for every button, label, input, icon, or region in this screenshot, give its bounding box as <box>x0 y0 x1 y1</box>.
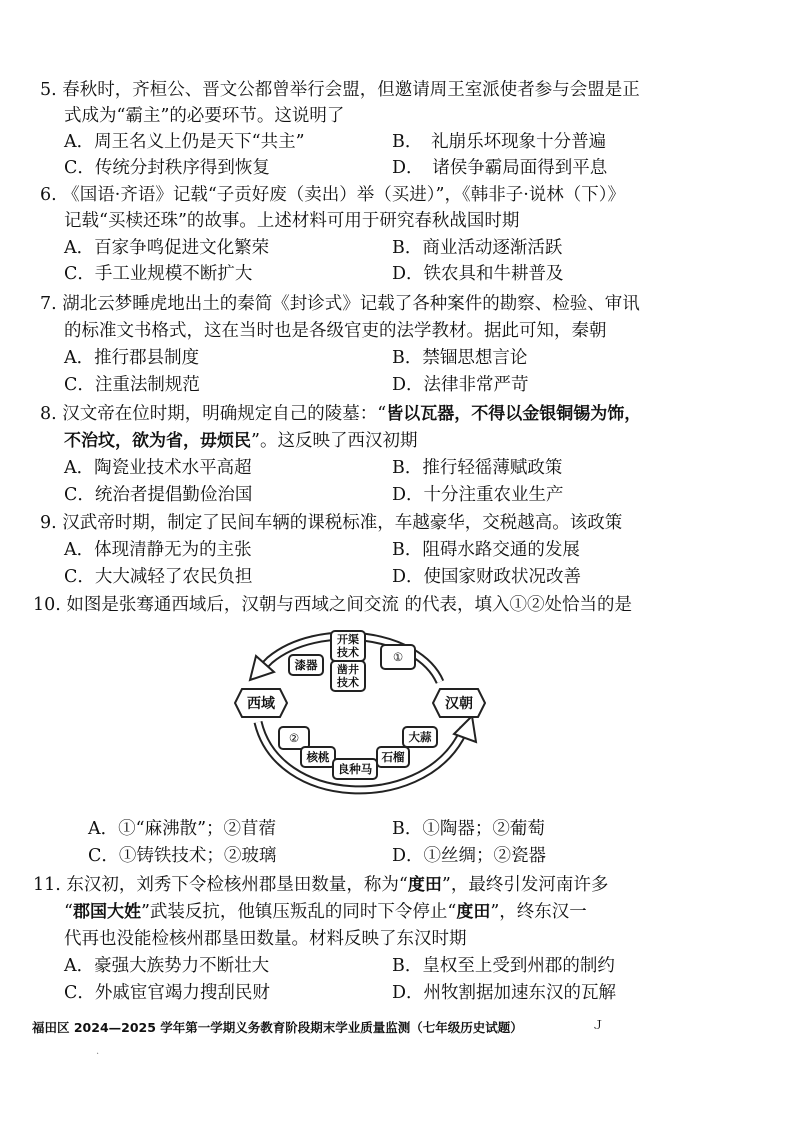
q10-option-d[interactable]: D．①丝绸；②瓷器 <box>392 846 547 866</box>
q5-stem-text1: 春秋时，齐桓公、晋文公都曾举行会盟，但邀请周王室派使者参与会盟是正 <box>62 80 640 100</box>
canal-tech-box: 开渠技术 <box>330 630 366 662</box>
q9-number: 9. <box>40 513 57 533</box>
q11-stem2-b: ”武装反抗，他镇压叛乱的同时下令停止“ <box>140 902 457 922</box>
q11-stem-line1 <box>33 874 608 896</box>
walnut-box: 核桃 <box>300 746 336 768</box>
stray-dot: . <box>96 1046 100 1057</box>
q11-stem-text-a: 东汉初，刘秀下令检核州郡垦田数量，称为“ <box>66 875 408 895</box>
blank-1-box: ① <box>380 644 416 670</box>
q6-option-a[interactable]: A．百家争鸣促进文化繁荣 <box>64 238 270 258</box>
stray-mark: Ｊ <box>592 1018 605 1032</box>
q5-option-b[interactable]: B． 礼崩乐坏现象十分普遍 <box>392 132 607 152</box>
q9-option-c[interactable]: C．大大减轻了农民负担 <box>64 567 253 587</box>
q11-option-c[interactable]: C．外戚宦官竭力搜刮民财 <box>64 983 270 1003</box>
q8-quote-1: 皆以瓦器，不得以金银铜锡为饰， <box>386 404 642 424</box>
q11-quote-2: 郡国大姓 <box>72 902 141 922</box>
q8-stem-text-a: 汉文帝在位时期，明确规定自己的陵墓：“ <box>62 404 387 424</box>
q9-stem-line1 <box>40 512 622 534</box>
q11-option-b[interactable]: B．皇权至上受到州郡的制约 <box>392 956 615 976</box>
exchange-diagram <box>228 622 498 808</box>
q7-stem-line1 <box>40 293 640 315</box>
han-text: 汉朝 <box>445 696 473 712</box>
q5-option-d[interactable]: D． 诸侯争霸局面得到平息 <box>392 158 608 178</box>
q11-stem2-c: ”，终东汉一 <box>490 902 587 922</box>
q7-option-c[interactable]: C．注重法制规范 <box>64 375 200 395</box>
q7-option-a[interactable]: A．推行郡县制度 <box>64 348 200 368</box>
q11-option-d[interactable]: D．州牧割据加速东汉的瓦解 <box>392 983 617 1003</box>
q11-quote-1: 度田 <box>407 875 442 895</box>
q7-stem-line2: 的标准文书格式，这在当时也是各级官吏的法学教材。据此可知，秦朝 <box>64 321 607 341</box>
well-tech-box: 凿井技术 <box>330 660 366 692</box>
q6-option-d[interactable]: D．铁农具和牛耕普及 <box>392 264 564 284</box>
q8-stem-line1 <box>40 403 641 425</box>
q11-quote-3: 度田 <box>456 902 491 922</box>
q5-stem-line1 <box>40 79 640 101</box>
q6-stem-line1 <box>40 184 625 206</box>
lacquerware-box: 漆器 <box>288 654 324 676</box>
q9-option-a[interactable]: A．体现清静无为的主张 <box>64 540 252 560</box>
q6-option-c[interactable]: C．手工业规模不断扩大 <box>64 264 253 284</box>
q5-option-a[interactable]: A．周王名义上仍是天下“共主” <box>64 132 305 152</box>
q9-option-b[interactable]: B．阻碍水路交通的发展 <box>392 540 580 560</box>
han-dynasty-label <box>432 688 486 718</box>
q11-stem-line2 <box>64 901 587 923</box>
q11-stem2-a: “ <box>64 902 73 922</box>
pomegranate-box: 石榴 <box>376 746 410 768</box>
q7-number: 7. <box>40 294 57 314</box>
q8-option-d[interactable]: D．十分注重农业生产 <box>392 485 564 505</box>
q7-stem-text1: 湖北云梦睡虎地出土的秦简《封诊式》记载了各种案件的勘察、检验、审讯 <box>62 294 640 314</box>
q11-stem-text-b: ”，最终引发河南许多 <box>441 875 609 895</box>
garlic-box: 大蒜 <box>402 726 438 748</box>
q7-option-b[interactable]: B．禁锢思想言论 <box>392 348 528 368</box>
q8-option-a[interactable]: A．陶瓷业技术水平高超 <box>64 458 252 478</box>
q10-stem-text1: 如图是张骞通西域后，汉朝与西域之间交流 的代表，填入①②处恰当的是 <box>66 595 632 615</box>
west-text: 西域 <box>247 696 275 712</box>
q11-number: 11. <box>33 875 61 895</box>
q8-option-c[interactable]: C．统治者提倡勤俭治国 <box>64 485 253 505</box>
q9-stem-text1: 汉武帝时期，制定了民间车辆的课税标准，车越豪华，交税越高。该政策 <box>62 513 623 533</box>
q8-option-b[interactable]: B．推行轻徭薄赋政策 <box>392 458 563 478</box>
q10-number: 10. <box>33 595 61 615</box>
q10-stem-line1 <box>33 594 632 616</box>
q8-stem-text-b: ”。这反映了西汉初期 <box>251 431 418 451</box>
blank-2-box: ② <box>278 726 310 750</box>
q5-stem-line2: 式成为“霸主”的必要环节。这说明了 <box>64 106 345 126</box>
q6-stem-line2: 记载“买椟还珠”的故事。上述材料可用于研究春秋战国时期 <box>64 211 520 231</box>
q6-stem-text1: 《国语·齐语》记载“子贡好废（卖出）举（买进）”，《韩非子·说林（下）》 <box>62 185 626 205</box>
q11-stem-line3: 代再也没能检核州郡垦田数量。材料反映了东汉时期 <box>64 929 467 949</box>
q8-number: 8. <box>40 404 57 424</box>
q10-option-b[interactable]: B．①陶器；②葡萄 <box>392 819 545 839</box>
q6-number: 6. <box>40 185 57 205</box>
q10-option-c[interactable]: C．①铸铁技术；②玻璃 <box>88 846 277 866</box>
q6-option-b[interactable]: B．商业活动逐渐活跃 <box>392 238 563 258</box>
west-region-label <box>234 688 288 718</box>
q5-number: 5. <box>40 80 57 100</box>
q10-option-a[interactable]: A．①“麻沸散”；②苜蓿 <box>88 819 277 839</box>
q7-option-d[interactable]: D．法律非常严苛 <box>392 375 529 395</box>
q8-quote-2: 不治坟，欲为省，毋烦民 <box>64 431 251 451</box>
q9-option-d[interactable]: D．使国家财政状况改善 <box>392 567 582 587</box>
fine-horse-box: 良种马 <box>332 758 378 780</box>
q5-option-c[interactable]: C．传统分封秩序得到恢复 <box>64 158 270 178</box>
q8-stem-line2 <box>64 430 417 452</box>
page-footer: 福田区 2024—2025 学年第一学期义务教育阶段期末学业质量监测（七年级历史试题） <box>32 1020 523 1035</box>
q11-option-a[interactable]: A．豪强大族势力不断壮大 <box>64 956 270 976</box>
